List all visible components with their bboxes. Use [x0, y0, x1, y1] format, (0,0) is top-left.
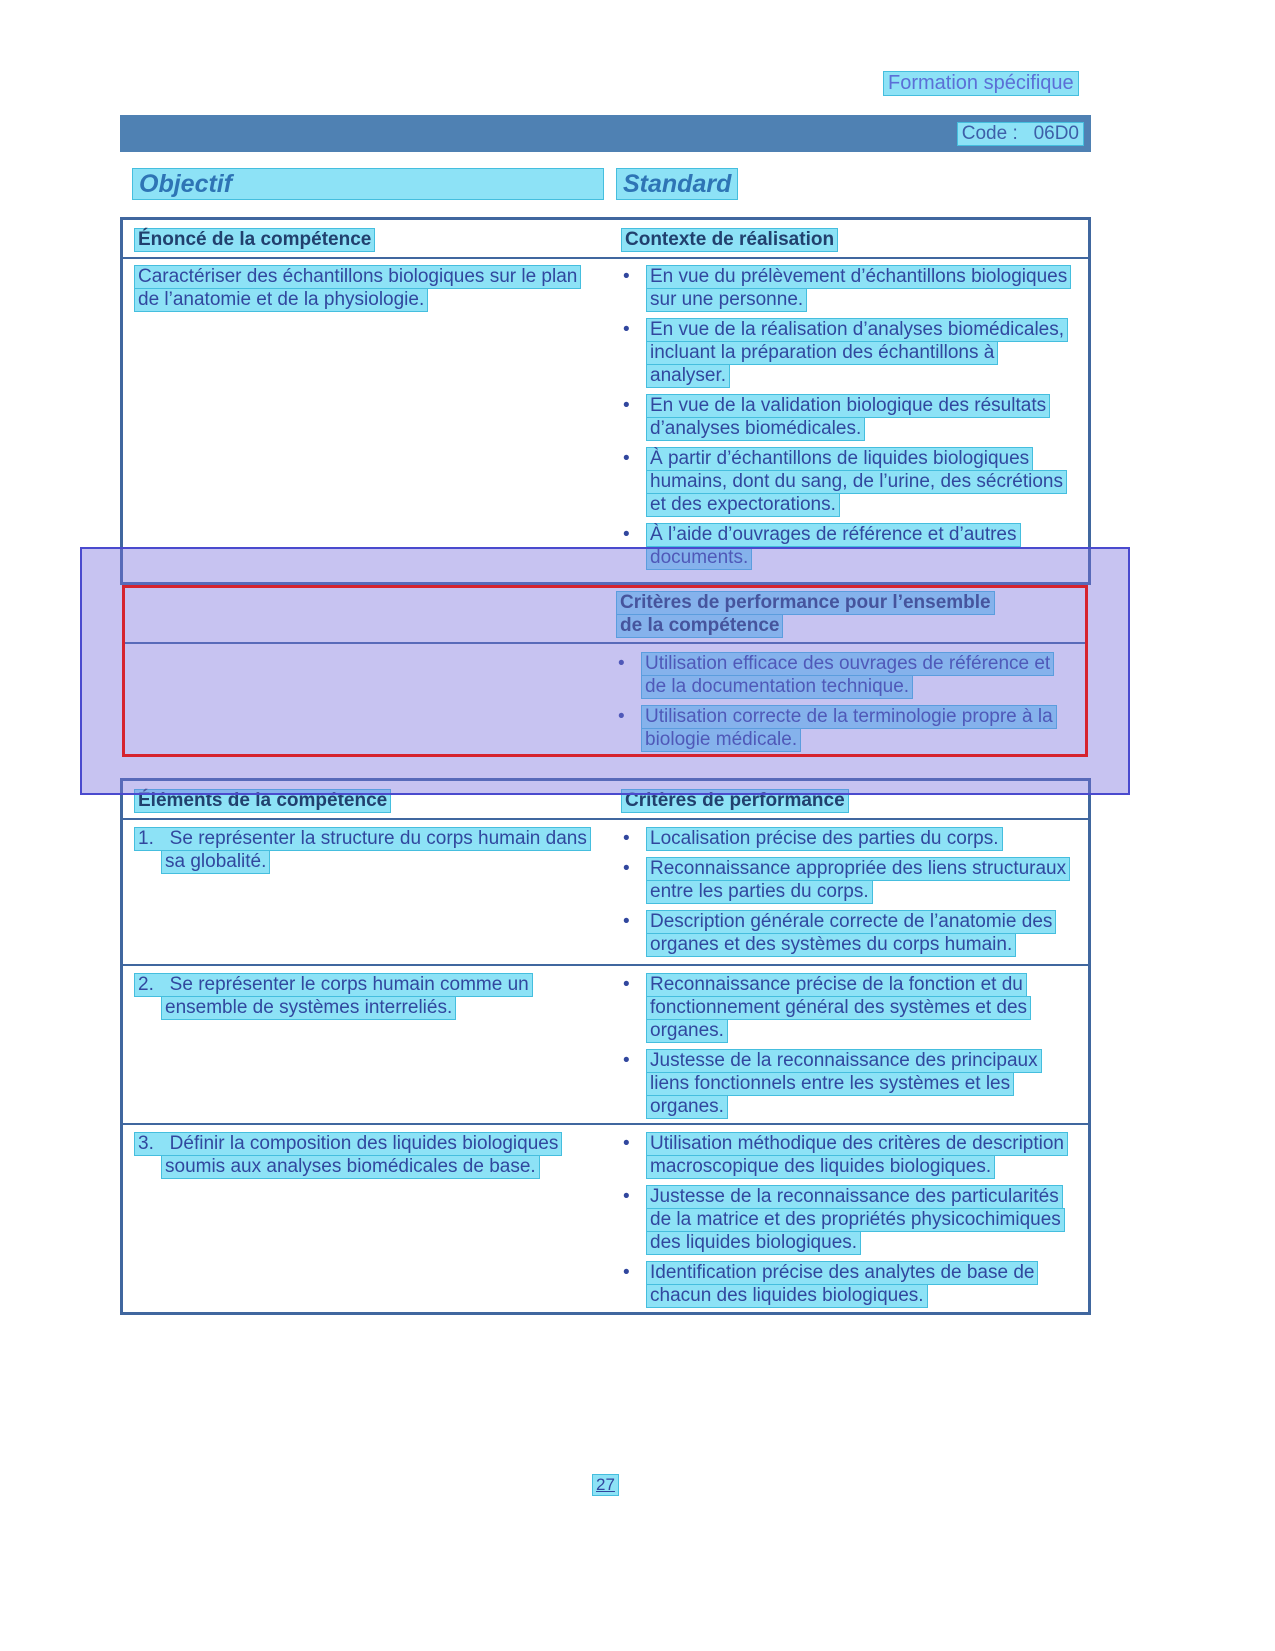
text-line: 2. Se représenter le corps humain comme un: [135, 974, 532, 996]
bullet-text: [647, 266, 1070, 312]
text-line: Caractériser des échantillons biologiques sur le plan: [135, 266, 580, 288]
text-line: Reconnaissance précise de la fonction et du: [647, 974, 1026, 996]
bullet-text: [642, 706, 1056, 752]
text-line: incluant la préparation des échantillons à: [647, 342, 997, 364]
text-line: En vue du prélèvement d’échantillons biologiques: [647, 266, 1070, 288]
text-line: En vue de la réalisation d’analyses biomédicales,: [647, 319, 1067, 341]
bullet-icon: •: [618, 706, 625, 727]
bullet-text: [647, 974, 1030, 1043]
text-line: Description générale correcte de l’anatomie des: [647, 911, 1055, 933]
bullet-icon: •: [623, 974, 630, 995]
element-row-3: [123, 1125, 1088, 1312]
bullet-text: [647, 828, 1002, 851]
bullet-icon: •: [623, 1050, 630, 1071]
bullet-item: [622, 911, 1082, 957]
text-line: À partir d’échantillons de liquides biologiques: [647, 448, 1032, 470]
bullet-item: [622, 448, 1082, 517]
text-line: chacun des liquides biologiques.: [647, 1285, 927, 1307]
text-line: liens fonctionnels entre les systèmes et les: [647, 1073, 1013, 1095]
table1-left-header: Énoncé de la compétence: [135, 229, 374, 251]
bullet-icon: •: [623, 858, 630, 879]
table2-right-header-cell: [607, 790, 1088, 813]
bullet-item: [617, 653, 1082, 699]
bullet-item: [622, 974, 1082, 1043]
element-2-criteria-list: [607, 974, 1088, 1119]
text-line: Justesse de la reconnaissance des particularités: [647, 1186, 1062, 1208]
text-line: 3. Définir la composition des liquides biologiques: [135, 1133, 561, 1155]
overall-criteria-body-row: [122, 644, 1088, 752]
bullet-item: [622, 395, 1082, 441]
bullet-icon: •: [623, 1262, 630, 1283]
standard-title: Standard: [617, 169, 737, 199]
bullet-icon: •: [623, 524, 630, 545]
bullet-item: [622, 524, 1082, 570]
table2-header-row: [123, 781, 1088, 820]
text-line: entre les parties du corps.: [647, 881, 872, 903]
section-headings: [120, 169, 1091, 199]
objectif-heading-cell: [133, 169, 603, 199]
text-line: organes.: [647, 1020, 727, 1042]
bullet-icon: •: [623, 828, 630, 849]
page-footer: [120, 1475, 1091, 1495]
bullet-item: [622, 319, 1082, 388]
text-line: Reconnaissance appropriée des liens structuraux: [647, 858, 1069, 880]
code-label: Code : 06D0: [958, 123, 1083, 145]
text-line: Utilisation correcte de la terminologie propre à la: [642, 706, 1056, 728]
bullet-item: [622, 1186, 1082, 1255]
text-line: Critères de performance pour l’ensemble: [617, 592, 994, 614]
text-line: 1. Se représenter la structure du corps humain dans: [135, 828, 590, 850]
text-line: documents.: [647, 547, 751, 569]
bullet-icon: •: [623, 1133, 630, 1154]
text-line: de l’anatomie et de la physiologie.: [135, 289, 427, 311]
bullet-text: [647, 524, 1020, 570]
text-line: de la matrice et des propriétés physicochimiques: [647, 1209, 1064, 1231]
element-1-text: [123, 828, 607, 960]
page-number: 27: [593, 1475, 618, 1495]
bullet-item: [622, 266, 1082, 312]
table1-left-header-cell: [123, 229, 607, 252]
bullet-item: [622, 1050, 1082, 1119]
element-3-text: [123, 1133, 607, 1308]
header-note: Formation spécifique: [884, 72, 1078, 95]
text-line: analyser.: [647, 365, 729, 387]
table-competence-elements: [120, 778, 1091, 1315]
overall-criteria-bullet-list: [602, 653, 1088, 752]
competence-statement: [123, 266, 607, 570]
bullet-icon: •: [623, 911, 630, 932]
bullet-text: [647, 1186, 1064, 1255]
text-line: sur une personne.: [647, 289, 806, 311]
bullet-text: [647, 1262, 1037, 1308]
bullet-item: [622, 1262, 1082, 1308]
element-2-text: [123, 974, 607, 1119]
bullet-text: [647, 448, 1066, 517]
context-bullet-list: [607, 266, 1088, 570]
bullet-item: [622, 828, 1082, 851]
bullet-icon: •: [623, 319, 630, 340]
bullet-icon: •: [623, 1186, 630, 1207]
bullet-text: [647, 858, 1069, 904]
bullet-text: [647, 1050, 1041, 1119]
bullet-text: [642, 653, 1053, 699]
text-line: macroscopique des liquides biologiques.: [647, 1156, 994, 1178]
text-line: et des expectorations.: [647, 494, 839, 516]
bullet-icon: •: [623, 266, 630, 287]
bullet-icon: •: [623, 395, 630, 416]
bullet-icon: •: [623, 448, 630, 469]
text-line: organes.: [647, 1096, 727, 1118]
table2-left-header-cell: [123, 790, 607, 813]
text-line: En vue de la validation biologique des résultats: [647, 395, 1049, 417]
bullet-icon: •: [618, 653, 625, 674]
table1-right-header-cell: [607, 229, 1088, 252]
table1-right-header: Contexte de réalisation: [622, 229, 837, 251]
text-line: Identification précise des analytes de base de: [647, 1262, 1037, 1284]
text-line: d’analyses biomédicales.: [647, 418, 864, 440]
table2-left-header: Éléments de la compétence: [135, 790, 390, 812]
text-line: des liquides biologiques.: [647, 1232, 860, 1254]
element-row-1: [123, 820, 1088, 966]
objectif-title: Objectif: [133, 169, 603, 199]
element-1-criteria-list: [607, 828, 1088, 960]
overall-criteria-header: [602, 592, 1088, 638]
text-line: Localisation précise des parties du corps.: [647, 828, 1002, 850]
text-line: soumis aux analyses biomédicales de base.: [162, 1156, 539, 1178]
bullet-text: [647, 319, 1067, 388]
text-line: Justesse de la reconnaissance des principaux: [647, 1050, 1041, 1072]
text-line: de la compétence: [617, 615, 782, 637]
table1-header-row: [123, 220, 1088, 259]
bullet-item: [617, 706, 1082, 752]
text-line: Utilisation méthodique des critères de description: [647, 1133, 1067, 1155]
text-line: ensemble de systèmes interreliés.: [162, 997, 455, 1019]
overall-criteria-section: [122, 585, 1088, 757]
text-line: humains, dont du sang, de l’urine, des sécrétions: [647, 471, 1066, 493]
text-line: sa globalité.: [162, 851, 269, 873]
code-bar: [120, 115, 1091, 152]
element-3-criteria-list: [607, 1133, 1088, 1308]
bullet-item: [622, 1133, 1082, 1179]
overall-criteria-left-spacer: [122, 592, 602, 638]
text-line: organes et des systèmes du corps humain.: [647, 934, 1015, 956]
overall-criteria-header-row: [122, 585, 1088, 644]
bullet-item: [622, 858, 1082, 904]
bullet-text: [647, 911, 1055, 957]
bullet-text: [647, 395, 1049, 441]
text-line: biologie médicale.: [642, 729, 800, 751]
table1-body-row: [123, 259, 1088, 570]
text-line: fonctionnement général des systèmes et des: [647, 997, 1030, 1019]
standard-heading-cell: [617, 169, 737, 199]
text-line: de la documentation technique.: [642, 676, 912, 698]
overall-criteria-left-spacer-2: [122, 653, 602, 752]
table2-right-header: Critères de performance: [622, 790, 848, 812]
bullet-text: [647, 1133, 1067, 1179]
text-line: Utilisation efficace des ouvrages de référence et: [642, 653, 1053, 675]
text-line: À l’aide d’ouvrages de référence et d’autres: [647, 524, 1020, 546]
table-competence-statement: [120, 217, 1091, 585]
element-row-2: [123, 966, 1088, 1125]
